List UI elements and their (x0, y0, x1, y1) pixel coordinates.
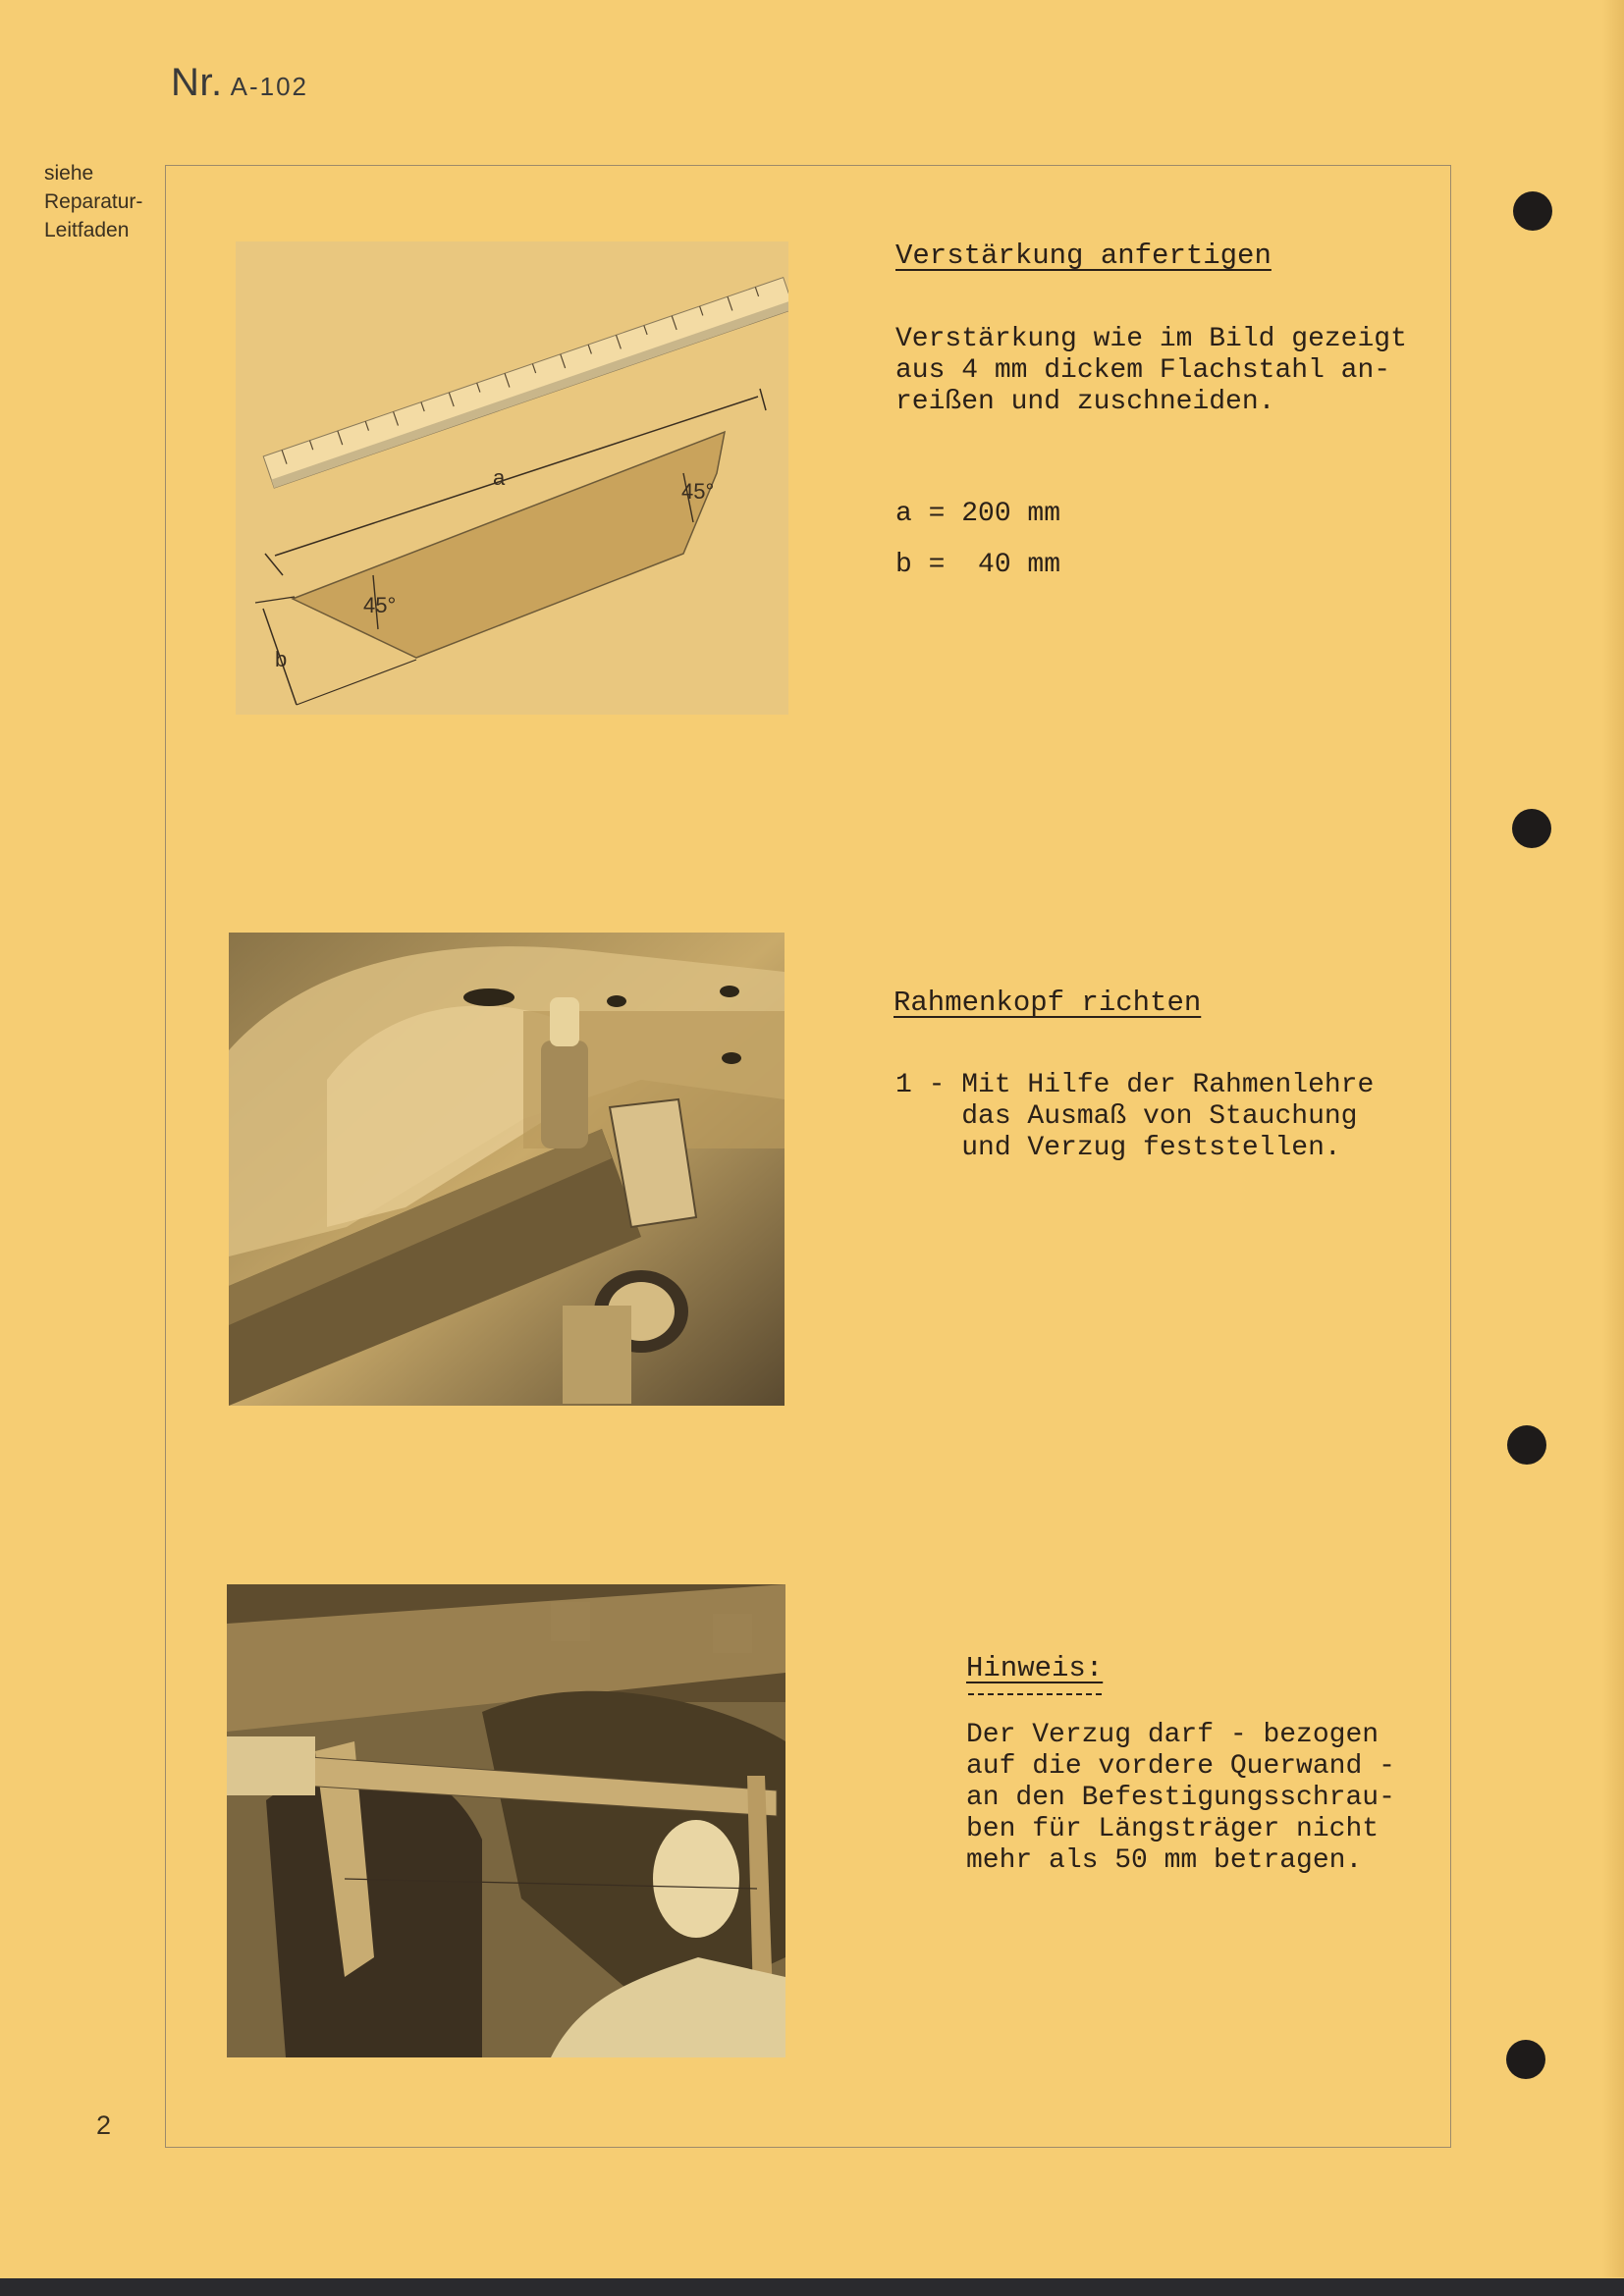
note-heading: Hinweis: (966, 1652, 1104, 1684)
section-heading-frame-head: Rahmenkopf richten (893, 987, 1202, 1019)
section-heading-reinforcement: Verstärkung anfertigen (895, 240, 1272, 272)
angle-label-right: 45° (681, 479, 715, 504)
binder-hole (1507, 1425, 1546, 1465)
side-note-line: siehe (44, 162, 94, 185)
frame-gauge-photo (227, 1584, 785, 2057)
note-body: Der Verzug darf - bezogen auf die vordere Querwand - an den Befestigungsschrau- ben für Längsträger nicht mehr als 50 mm betragen. (966, 1720, 1395, 1876)
dimension-label-a: a (493, 465, 506, 490)
bottom-scan-edge (0, 2278, 1624, 2296)
frame-head-photo (229, 933, 785, 1406)
dimension-a-value: a = 200 mm (895, 499, 1061, 529)
note-heading-dashed-underline (968, 1693, 1102, 1695)
document-number (171, 61, 308, 105)
reinforcement-plate-figure (236, 241, 788, 715)
side-note (44, 159, 142, 244)
paper-edge-shadow (1602, 0, 1624, 2277)
page-number: 2 (96, 2110, 112, 2140)
dimension-b-value: b = 40 mm (895, 550, 1061, 580)
side-note-line: Leitfaden (44, 219, 130, 241)
document-number-value: A-102 (230, 72, 309, 101)
binder-hole (1513, 191, 1552, 231)
side-note-line: Reparatur- (44, 190, 143, 213)
section-body-frame-head: 1 - Mit Hilfe der Rahmenlehre das Ausmaß von Stauchung und Verzug feststellen. (895, 1070, 1375, 1163)
angle-label-left: 45° (363, 593, 397, 617)
binder-hole (1512, 809, 1551, 848)
section-body-reinforcement: Verstärkung wie im Bild gezeigt aus 4 mm dickem Flachstahl an- reißen und zuschneiden. (895, 324, 1407, 417)
binder-hole (1506, 2040, 1545, 2079)
dimension-label-b: b (275, 647, 288, 671)
document-number-prefix: Nr. (171, 61, 223, 104)
